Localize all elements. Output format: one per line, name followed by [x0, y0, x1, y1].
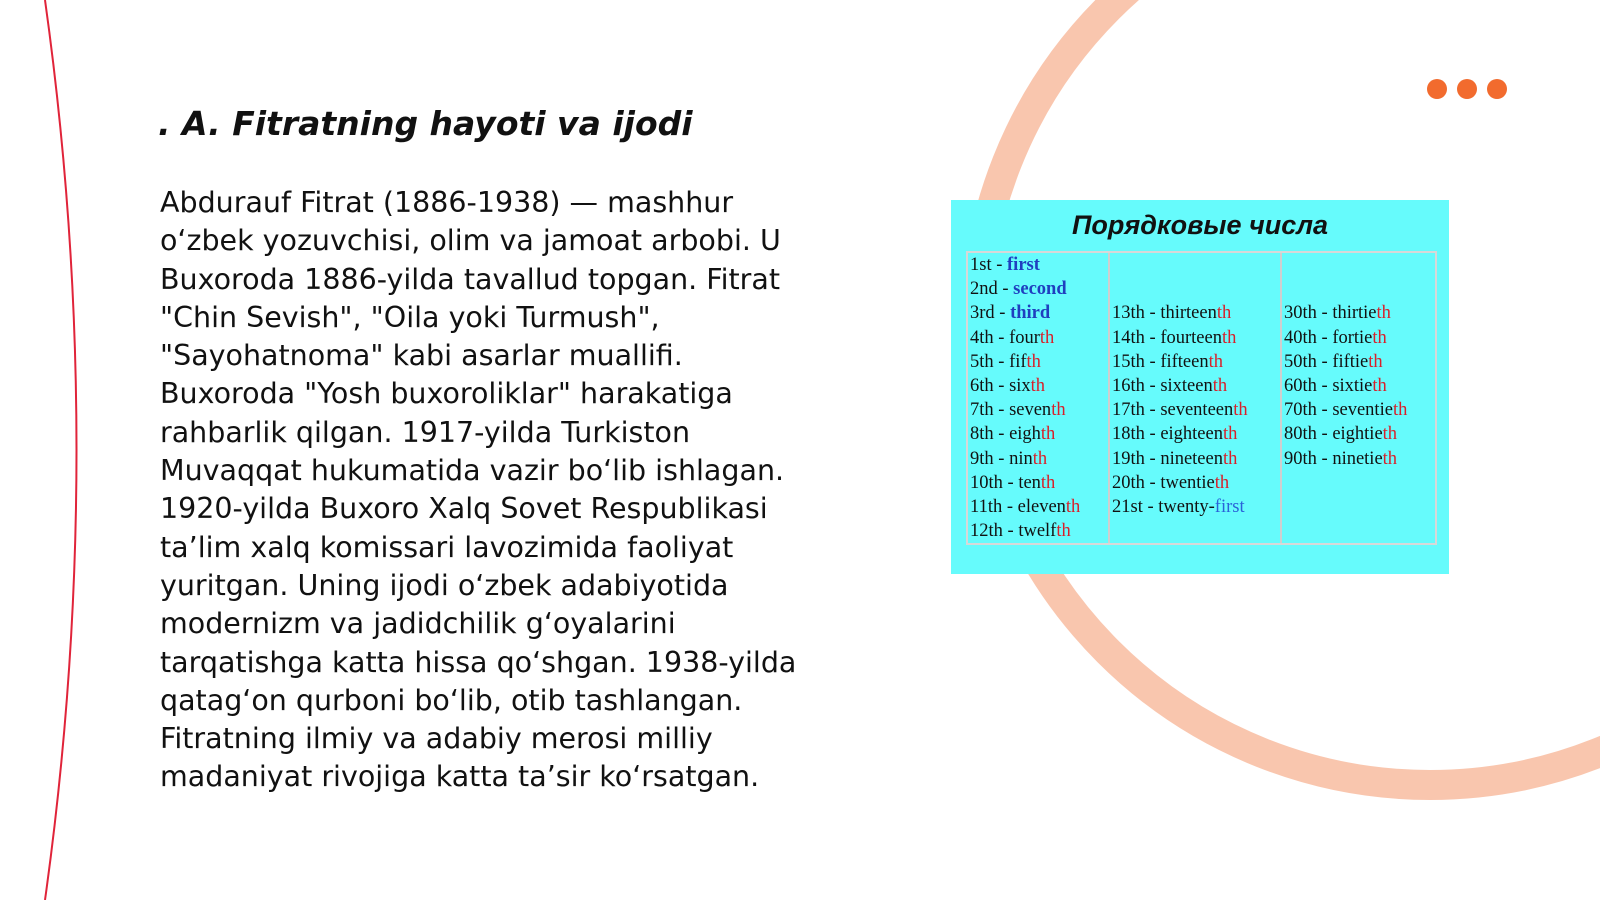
ordinal-word: seven	[1009, 400, 1052, 421]
ordinal-num: 14th	[1112, 327, 1145, 348]
ordinal-num: 13th	[1112, 303, 1145, 324]
ordinal-suffix: th	[1208, 351, 1223, 372]
ordinal-sep: -	[1316, 400, 1333, 421]
body-line: Abdurauf Fitrat (1886-1938) — mashhur	[160, 186, 734, 219]
ordinal-num: 6th	[970, 375, 994, 396]
ordinal-sep: -	[993, 375, 1010, 396]
body-line: "Chin Sevish", "Oila yoki Turmush",	[160, 300, 660, 334]
ordinal-suffix: th	[1212, 375, 1228, 396]
ordinal-word: fourteen	[1160, 327, 1222, 348]
ordinal-sep: -	[1316, 448, 1333, 469]
ordinal-row	[968, 350, 1108, 374]
ordinal-word: twentie	[1160, 472, 1215, 493]
accent-dot	[1487, 79, 1507, 99]
ordinal-word: eighteen	[1160, 424, 1223, 445]
body-line: qatag‘on qurboni bo‘lib, otib tashlangan.	[160, 683, 743, 717]
ordinal-num: 60th	[1284, 375, 1317, 396]
ordinal-row	[968, 519, 1108, 543]
image-title: Порядковые числа	[1071, 210, 1329, 240]
ordinal-sep: -	[1316, 327, 1333, 348]
body-line: rahbarlik qilgan. 1917-yilda Turkiston	[160, 415, 691, 449]
ordinal-row	[1110, 447, 1280, 471]
ordinal-row	[1110, 495, 1280, 519]
ordinal-sep: -	[993, 327, 1010, 348]
ordinal-column-1	[968, 253, 1108, 543]
ordinal-suffix: th	[1039, 327, 1055, 348]
ordinal-suffix: th	[1372, 375, 1387, 396]
ordinal-num: 90th	[1284, 448, 1317, 469]
ordinal-sep: -	[1144, 424, 1161, 445]
ordinal-row	[1282, 422, 1435, 446]
ordinal-suffix: first	[1214, 496, 1245, 517]
ordinal-row	[1282, 447, 1435, 471]
ordinal-num: 18th	[1112, 424, 1145, 445]
ordinal-num: 9th	[970, 448, 994, 469]
body-line: madaniyat rivojiga katta ta’sir ko‘rsatgan.	[160, 760, 760, 794]
ordinal-row	[1282, 374, 1435, 398]
ordinal-num: 11th	[970, 496, 1003, 517]
ordinal-column-2	[1108, 253, 1280, 543]
ordinal-row	[1110, 422, 1280, 446]
ordinal-word: eigh	[1009, 424, 1041, 445]
ordinal-row	[1110, 277, 1280, 301]
ordinal-suffix: th	[1032, 448, 1048, 469]
accent-dot	[1427, 79, 1447, 99]
ordinal-row	[1282, 277, 1435, 301]
ordinal-num: 40th	[1284, 327, 1317, 348]
ordinal-sep: -	[1144, 303, 1161, 324]
ordinal-row	[968, 447, 1108, 471]
ordinal-word: six	[1009, 375, 1031, 396]
ordinal-num: 5th	[970, 351, 994, 372]
ordinal-word: fiftie	[1332, 351, 1369, 372]
ordinal-row	[1110, 326, 1280, 350]
ordinal-suffix: th	[1026, 351, 1041, 372]
ordinal-num: 17th	[1112, 400, 1145, 421]
slide-body-text	[160, 184, 840, 797]
ordinal-word: eleven	[1017, 496, 1066, 517]
ordinal-row	[968, 253, 1108, 277]
ordinal-word: ten	[1018, 472, 1041, 493]
ordinal-suffix: th	[1382, 448, 1398, 469]
ordinal-num: 4th	[970, 327, 994, 348]
ordinal-word: second	[1013, 279, 1067, 300]
ordinal-suffix: th	[1222, 448, 1238, 469]
ordinal-suffix: th	[1040, 424, 1056, 445]
ordinal-row	[1282, 326, 1435, 350]
ordinal-num: 10th	[970, 472, 1003, 493]
ordinal-row	[1110, 301, 1280, 325]
body-line: Buxoroda "Yosh buxoroliklar" harakatiga	[160, 377, 733, 411]
accent-dot	[1457, 79, 1477, 99]
ordinal-sep: -	[1316, 424, 1333, 445]
ordinal-word: fortie	[1332, 327, 1373, 348]
ordinal-num: 20th	[1112, 472, 1145, 493]
ordinal-word: ninetie	[1332, 448, 1383, 469]
ordinal-word: thirteen	[1160, 303, 1217, 324]
ordinal-word: nineteen	[1160, 448, 1223, 469]
ordinal-num: 1st	[970, 255, 992, 275]
ordinal-suffix: th	[1222, 424, 1238, 445]
body-line: yuritgan. Uning ijodi o‘zbek adabiyotida	[160, 568, 729, 602]
ordinal-column-3	[1280, 253, 1435, 543]
ordinal-sep: -	[1316, 351, 1333, 372]
ordinal-word: sixtie	[1332, 375, 1373, 396]
ordinal-word: four	[1009, 327, 1040, 348]
ordinal-word: twelf	[1018, 521, 1057, 542]
ordinal-row	[968, 301, 1108, 325]
ordinal-num: 16th	[1112, 375, 1145, 396]
ordinal-num: 12th	[970, 521, 1003, 542]
ordinal-sep: -	[1144, 375, 1161, 396]
body-line: Muvaqqat hukumatida vazir bo‘lib ishlagan.	[160, 454, 785, 488]
ordinal-sep: -	[1316, 303, 1333, 324]
ordinal-row	[968, 471, 1108, 495]
ordinal-row	[1110, 471, 1280, 495]
ordinal-num: 3rd	[970, 303, 995, 324]
ordinal-num: 21st	[1112, 496, 1143, 517]
ordinal-suffix: th	[1382, 424, 1398, 445]
ordinal-word: third	[1010, 303, 1051, 324]
ordinal-num: 80th	[1284, 424, 1317, 445]
ordinal-sep: -	[997, 279, 1014, 300]
ordinal-row	[1110, 398, 1280, 422]
ordinal-suffix: th	[1372, 327, 1387, 348]
ordinal-sep: -	[1002, 472, 1019, 493]
ordinal-numbers-image	[951, 200, 1449, 574]
ordinal-row	[1282, 350, 1435, 374]
ordinal-numbers-table	[966, 251, 1437, 545]
ordinal-suffix: th	[1221, 327, 1237, 348]
body-line: o‘zbek yozuvchisi, olim va jamoat arbobi. U	[160, 224, 781, 258]
ordinal-word: twenty-	[1158, 496, 1215, 517]
ordinal-row	[1282, 301, 1435, 325]
ordinal-num: 15th	[1112, 351, 1145, 372]
body-line: "Sayohatnoma" kabi asarlar muallifi.	[160, 339, 683, 373]
body-line: Buxoroda 1886-yilda tavallud topgan. Fitrat	[160, 262, 781, 296]
ordinal-word: thirtie	[1332, 303, 1377, 324]
ordinal-sep: -	[993, 400, 1010, 421]
ordinal-row	[968, 374, 1108, 398]
ordinal-suffix: th	[1030, 375, 1046, 396]
ordinal-row	[1110, 253, 1280, 277]
ordinal-sep: -	[1144, 400, 1161, 421]
ordinal-num: 70th	[1284, 400, 1317, 421]
ordinal-suffix: th	[1376, 303, 1391, 324]
ordinal-num: 19th	[1112, 448, 1145, 469]
ordinal-word: fif	[1009, 351, 1027, 372]
ordinal-row	[1110, 350, 1280, 374]
ordinal-suffix: th	[1214, 472, 1230, 493]
ordinal-sep: -	[1002, 521, 1019, 542]
ordinal-sep: -	[1002, 496, 1018, 517]
ordinal-sep: -	[1142, 496, 1159, 517]
body-line: modernizm va jadidchilik g‘oyalarini	[160, 607, 676, 641]
body-line: 1920-yilda Buxoro Xalq Sovet Respublikasi	[160, 492, 768, 526]
ordinal-row	[1282, 253, 1435, 277]
ordinal-row	[1110, 374, 1280, 398]
ordinal-suffix: th	[1056, 521, 1071, 542]
slide-title: . A. Fitratning hayoti va ijodi	[158, 104, 693, 143]
ordinal-row	[968, 277, 1108, 301]
ordinal-num: 30th	[1284, 303, 1317, 324]
decorative-dots	[1427, 79, 1507, 99]
ordinal-row	[968, 398, 1108, 422]
ordinal-sep: -	[1144, 351, 1161, 372]
ordinal-sep: -	[994, 303, 1011, 324]
body-line: ta’lim xalq komissari lavozimida faoliyat	[160, 530, 734, 564]
ordinal-suffix: th	[1368, 351, 1383, 372]
ordinal-sep: -	[1144, 472, 1161, 493]
ordinal-suffix: th	[1040, 472, 1056, 493]
ordinal-suffix: th	[1216, 303, 1232, 324]
ordinal-row	[968, 326, 1108, 350]
ordinal-num: 50th	[1284, 351, 1317, 372]
body-line: Fitratning ilmiy va adabiy merosi milliy	[160, 722, 713, 756]
ordinal-word: first	[1007, 255, 1040, 275]
body-line: tarqatishga katta hissa qo‘shgan. 1938-yilda	[160, 645, 797, 679]
ordinal-num: 8th	[970, 424, 994, 445]
ordinal-suffix: th	[1051, 400, 1066, 421]
ordinal-word: fifteen	[1160, 351, 1209, 372]
ordinal-row	[968, 495, 1108, 519]
ordinal-row	[1282, 398, 1435, 422]
ordinal-sep: -	[993, 448, 1010, 469]
ordinal-word: seventeen	[1160, 400, 1234, 421]
left-edge-curve	[45, 0, 77, 900]
ordinal-num: 2nd	[970, 279, 998, 300]
ordinal-suffix: th	[1392, 400, 1408, 421]
ordinal-word: eightie	[1332, 424, 1383, 445]
ordinal-word: seventie	[1332, 400, 1393, 421]
ordinal-row	[968, 422, 1108, 446]
ordinal-word: nin	[1009, 448, 1033, 469]
ordinal-sep: -	[1144, 448, 1161, 469]
ordinal-suffix: th	[1233, 400, 1248, 421]
ordinal-word: sixteen	[1160, 375, 1213, 396]
ordinal-sep: -	[1316, 375, 1333, 396]
ordinal-sep: -	[991, 255, 1008, 275]
ordinal-suffix: th	[1065, 496, 1081, 517]
ordinal-sep: -	[993, 351, 1010, 372]
ordinal-num: 7th	[970, 400, 994, 421]
ordinal-sep: -	[1144, 327, 1161, 348]
ordinal-sep: -	[993, 424, 1010, 445]
